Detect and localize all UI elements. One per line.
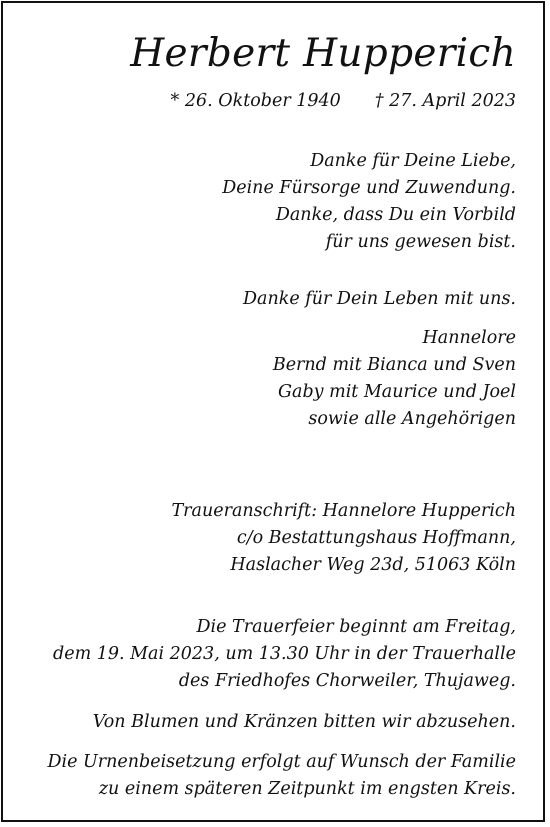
burial-line: zu einem späteren Zeitpunkt im engsten Kreis. bbox=[98, 779, 516, 799]
address-line: Haslacher Weg 23d, 51063 Köln bbox=[230, 555, 516, 575]
thanks-life-text: Danke für Dein Leben mit uns. bbox=[243, 289, 516, 309]
death-date: † 27. April 2023 bbox=[374, 91, 516, 111]
family-line: Bernd mit Bianca und Sven bbox=[272, 355, 516, 375]
burial-note bbox=[47, 749, 516, 803]
burial-line: Die Urnenbeisetzung erfolgt auf Wunsch der Familie bbox=[47, 752, 516, 772]
flowers-text: Von Blumen und Kränzen bitten wir abzusehen. bbox=[92, 712, 516, 732]
family-line: Gaby mit Maurice und Joel bbox=[278, 382, 516, 402]
thanks-line: Danke für Deine Liebe, bbox=[310, 151, 516, 171]
life-dates bbox=[171, 91, 516, 111]
ceremony-line: des Friedhofes Chorweiler, Thujaweg. bbox=[178, 671, 516, 691]
birth-date: * 26. Oktober 1940 bbox=[170, 91, 341, 111]
family-signature bbox=[273, 325, 516, 433]
obituary-notice bbox=[1, 1, 545, 822]
thanks-life-line bbox=[243, 286, 516, 313]
family-line: sowie alle Angehörigen bbox=[308, 409, 516, 429]
ceremony-line: Die Trauerfeier beginnt am Freitag, bbox=[196, 617, 516, 637]
address-line: Traueranschrift: Hannelore Hupperich bbox=[171, 501, 516, 521]
thanks-line: Deine Fürsorge und Zuwendung. bbox=[222, 178, 516, 198]
mourning-address bbox=[172, 498, 517, 579]
family-line: Hannelore bbox=[422, 328, 516, 348]
thanks-line: Danke, dass Du ein Vorbild bbox=[275, 205, 516, 225]
thanks-block bbox=[222, 148, 516, 256]
deceased-name: Herbert Hupperich bbox=[130, 31, 516, 76]
ceremony-line: dem 19. Mai 2023, um 13.30 Uhr in der Trauerhalle bbox=[53, 644, 516, 664]
flowers-note bbox=[93, 709, 516, 736]
ceremony-info bbox=[53, 614, 516, 695]
address-line: c/o Bestattungshaus Hoffmann, bbox=[236, 528, 516, 548]
thanks-line: für uns gewesen bist. bbox=[325, 232, 516, 252]
